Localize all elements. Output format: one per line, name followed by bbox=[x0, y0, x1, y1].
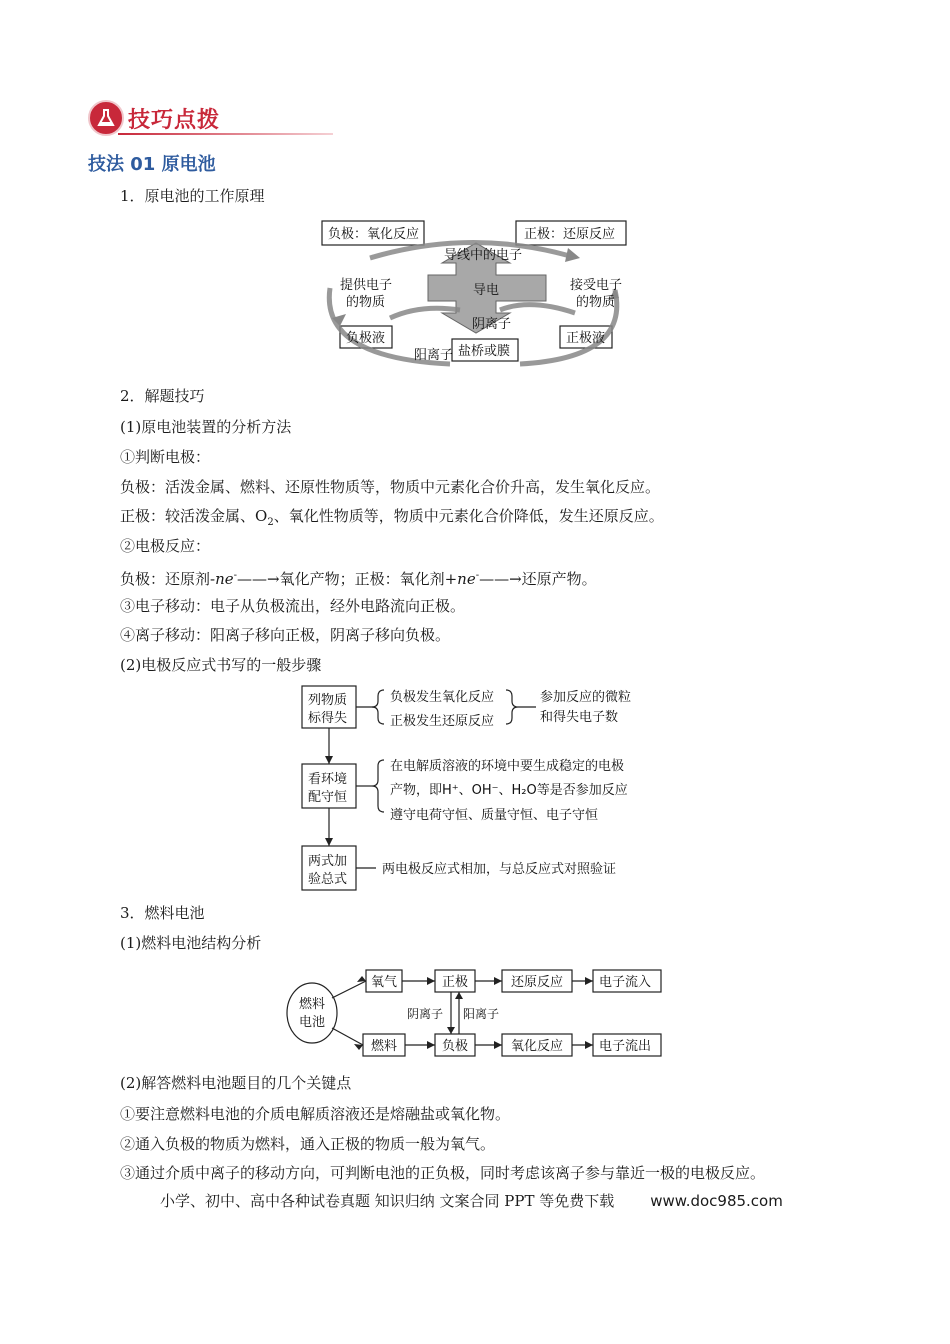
flow-b2-line1: 在电解质溶液的环境中要生成稳定的电极 bbox=[390, 759, 625, 774]
positive-line-part2: 、氧化性物质等，物质中元素化合价降低，发生还原反应。 bbox=[273, 507, 664, 525]
diagram-accept-line1: 接受电子 bbox=[570, 278, 623, 293]
reaction-ne-2: ne bbox=[457, 570, 476, 588]
fuel-cation: 阳离子 bbox=[463, 1007, 500, 1021]
fuel-oxidation: 氧化反应 bbox=[511, 1039, 564, 1054]
section-banner bbox=[88, 100, 248, 140]
heading-3: 3．燃料电池 bbox=[120, 904, 205, 922]
heading-2: 2．解题技巧 bbox=[120, 387, 205, 405]
diagram-negative-electrode: 负极：氧化反应 bbox=[328, 227, 420, 242]
flow-box3-line1: 两式加 bbox=[308, 854, 348, 869]
fuel-cell-structure-diagram bbox=[285, 966, 665, 1060]
subheading-2-2: (2)电极反应式书写的一般步骤 bbox=[120, 656, 322, 674]
fuel-oxygen: 氧气 bbox=[371, 975, 398, 990]
subheading-3-2: (2)解答燃料电池题目的几个关键点 bbox=[120, 1074, 352, 1092]
fuel-positive: 正极 bbox=[442, 975, 469, 990]
flow-box2-line2: 配守恒 bbox=[308, 790, 348, 805]
heading-1: 1．原电池的工作原理 bbox=[120, 187, 265, 205]
fuel-fuel: 燃料 bbox=[371, 1039, 398, 1054]
flow-b2-line3: 遵守电荷守恒、质量守恒、电子守恒 bbox=[390, 808, 599, 823]
fuel-negative: 负极 bbox=[442, 1039, 469, 1054]
positive-electrode-line bbox=[120, 506, 664, 533]
positive-line-subscript: 2 bbox=[267, 517, 274, 528]
page-footer bbox=[160, 1190, 783, 1211]
flow-b1-right2: 和得失电子数 bbox=[540, 710, 619, 725]
subheading-3-1: (1)燃料电池结构分析 bbox=[120, 934, 262, 952]
reaction-ne-1: ne bbox=[215, 570, 234, 588]
reaction-line bbox=[120, 566, 597, 589]
diagram-anion: 阴离子 bbox=[472, 317, 512, 332]
diagram-pos-solution: 正极液 bbox=[566, 331, 606, 346]
flow-b1-left1: 负极发生氧化反应 bbox=[390, 690, 495, 705]
diagram-supply-line2: 的物质 bbox=[346, 295, 386, 310]
flow-box1-line2: 标得失 bbox=[308, 711, 348, 726]
item-judge-electrode: ①判断电极： bbox=[120, 448, 211, 466]
negative-electrode-line: 负极：活泼金属、燃料、还原性物质等，物质中元素化合价升高，发生氧化反应。 bbox=[120, 478, 661, 496]
fuel-anion: 阴离子 bbox=[407, 1007, 444, 1021]
subheading-2-1: (1)原电池装置的分析方法 bbox=[120, 418, 292, 436]
footer-url[interactable]: www.doc985.com bbox=[650, 1192, 783, 1210]
positive-line-part1: 正极：较活泼金属、O bbox=[120, 507, 268, 525]
reaction-part3: ——→还原产物。 bbox=[479, 570, 597, 588]
flow-b1-left2: 正极发生还原反应 bbox=[390, 714, 495, 729]
flow-b1-right1: 参加反应的微粒 bbox=[540, 690, 632, 705]
item-electron-movement: ③电子移动：电子从负极流出，经外电路流向正极。 bbox=[120, 597, 466, 615]
fuel-reduction: 还原反应 bbox=[511, 975, 564, 990]
electrode-steps-flowchart bbox=[296, 682, 666, 894]
fuel-center-line1: 燃料 bbox=[299, 997, 326, 1012]
reaction-sup-1: - bbox=[233, 570, 238, 581]
galvanic-cell-diagram bbox=[310, 218, 640, 376]
section-title: 技法 01 原电池 bbox=[88, 154, 216, 175]
reaction-part2: ——→氧化产物；正极：氧化剂+ bbox=[237, 570, 458, 588]
diagram-conduct: 导电 bbox=[473, 283, 500, 298]
flow-box1-line1: 列物质 bbox=[308, 693, 348, 708]
fuel-electron-in: 电子流入 bbox=[599, 975, 652, 990]
flask-icon bbox=[88, 100, 124, 136]
reaction-part1: 负极：还原剂- bbox=[120, 570, 216, 588]
flow-box2-line1: 看环境 bbox=[308, 772, 348, 787]
item-ion-movement: ④离子移动：阳离子移向正极，阴离子移向负极。 bbox=[120, 626, 451, 644]
banner-title: 技巧点拨 bbox=[128, 108, 221, 133]
item-electrode-reaction: ②电极反应： bbox=[120, 537, 211, 555]
diagram-salt-bridge: 盐桥或膜 bbox=[458, 344, 511, 359]
key-point-3: ③通过介质中离子的移动方向，可判断电池的正负极，同时考虑该离子参与靠近一极的电极反应。 bbox=[120, 1164, 766, 1182]
fuel-center-line2: 电池 bbox=[299, 1015, 326, 1030]
diagram-wire-electrons: 导线中的电子 bbox=[444, 248, 523, 263]
banner-underline bbox=[118, 133, 333, 135]
diagram-neg-solution: 负极液 bbox=[346, 331, 386, 346]
flow-b3-line1: 两电极反应式相加，与总反应式对照验证 bbox=[382, 862, 617, 877]
diagram-supply-line1: 提供电子 bbox=[340, 278, 393, 293]
diagram-accept-line2: 的物质 bbox=[576, 295, 616, 310]
flow-b2-line2: 产物，即H⁺、OH⁻、H₂O等是否参加反应 bbox=[390, 783, 628, 798]
key-point-2: ②通入负极的物质为燃料，通入正极的物质一般为氧气。 bbox=[120, 1135, 496, 1153]
fuel-electron-out: 电子流出 bbox=[599, 1039, 652, 1054]
diagram-cation: 阳离子 bbox=[414, 348, 454, 363]
key-point-1: ①要注意燃料电池的介质电解质溶液还是熔融盐或氧化物。 bbox=[120, 1105, 511, 1123]
flow-box3-line2: 验总式 bbox=[308, 872, 348, 887]
reaction-sup-2: - bbox=[475, 570, 480, 581]
footer-text: 小学、初中、高中各种试卷真题 知识归纳 文案合同 PPT 等免费下载 bbox=[160, 1192, 615, 1210]
diagram-positive-electrode: 正极：还原反应 bbox=[524, 227, 616, 242]
